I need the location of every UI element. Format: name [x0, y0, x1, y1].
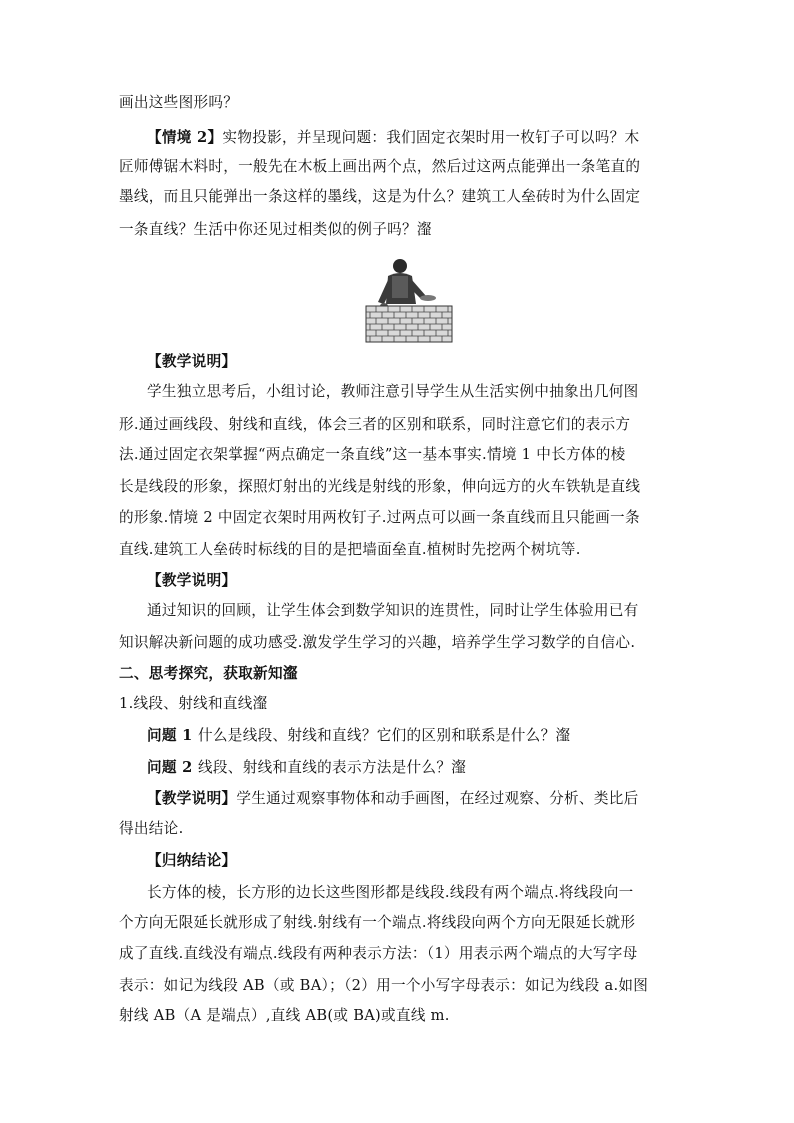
- section-heading: 二、思考探究，获取新知瀣: [119, 665, 298, 682]
- paragraph-line: 知识解决新问题的成功感受.激发学生学习的兴趣，培养学生学习数学的自信心.: [119, 634, 636, 651]
- paragraph-line: 一条直线？生活中你还见过相类似的例子吗？瀣: [119, 221, 432, 238]
- paragraph-line: 长方体的棱，长方形的边长这些图形都是线段.线段有两个端点.将线段向一: [147, 884, 634, 901]
- paragraph-line: 射线 AB（A 是端点）,直线 AB(或 BA)或直线 m.: [119, 1007, 450, 1024]
- subsection-heading: 1.线段、射线和直线瀣: [119, 695, 268, 712]
- paragraph-line: 墨线，而且只能弹出一条这样的墨线，这是为什么？建筑工人垒砖时为什么固定: [119, 188, 641, 205]
- section-heading: 【教学说明】: [147, 572, 237, 589]
- paragraph-line: 得出结论.: [119, 820, 184, 837]
- paragraph-line: 成了直线.直线没有端点.线段有两种表示方法：（1）用表示两个端点的大写字母: [119, 945, 638, 962]
- paragraph-line: 通过知识的回顾，让学生体会到数学知识的连贯性，同时让学生体验用已有: [147, 602, 639, 619]
- paragraph-line: 个方向无限延长就形成了射线.射线有一个端点.将线段向两个方向无限延长就形: [119, 914, 636, 931]
- paragraph-line: 【教学说明】学生通过观察事物体和动手画图，在经过观察、分析、类比后: [147, 790, 639, 807]
- paragraph-line: 法.通过固定衣架掌握“两点确定一条直线”这一基本事实.情境 1 中长方体的棱: [119, 446, 626, 463]
- paragraph-line: 匠师傅锯木料时，一般先在木板上画出两个点，然后过这两点能弹出一条笔直的: [119, 158, 641, 175]
- paragraph-line: 学生独立思考后，小组讨论，教师注意引导学生从生活实例中抽象出几何图: [147, 383, 639, 400]
- paragraph-line: 长是线段的形象，探照灯射出的光线是射线的形象，伸向远方的火车铁轨是直线: [119, 478, 641, 495]
- section-heading: 【归纳结论】: [147, 852, 237, 869]
- paragraph-line: 的形象.情境 2 中固定衣架时用两枚钉子.过两点可以画一条直线而且只能画一条: [119, 509, 640, 526]
- paragraph-line: 画出这些图形吗？: [119, 94, 239, 111]
- paragraph-line: 直线.建筑工人垒砖时标线的目的是把墙面垒直.植树时先挖两个树坑等.: [119, 541, 581, 558]
- paragraph-line: 【情境 2】实物投影，并呈现问题：我们固定衣架时用一枚钉子可以吗？木: [147, 129, 640, 146]
- paragraph-line: 形.通过画线段、射线和直线，体会三者的区别和联系，同时注意它们的表示方: [119, 416, 631, 433]
- bricklayer-illustration-icon: [364, 256, 456, 344]
- section-heading: 【教学说明】: [147, 353, 237, 370]
- paragraph-line: 表示：如记为线段 AB（或 BA）；（2）用一个小写字母表示：如记为线段 a.如图: [119, 977, 649, 994]
- question-line: 问题 2 线段、射线和直线的表示方法是什么？瀣: [147, 759, 467, 776]
- question-line: 问题 1 什么是线段、射线和直线？它们的区别和联系是什么？瀣: [147, 727, 571, 744]
